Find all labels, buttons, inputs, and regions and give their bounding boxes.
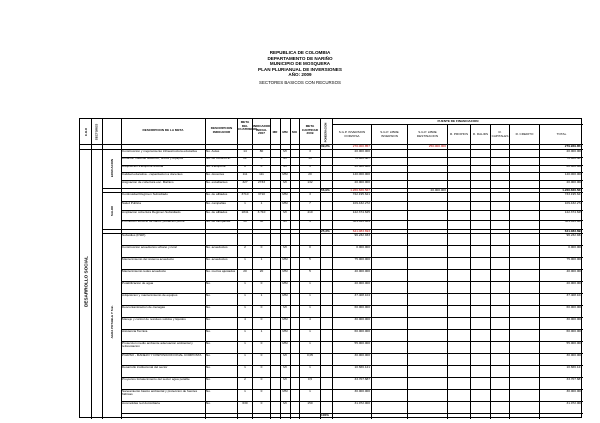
row-descripcion: Potabilizacion de agua — [122, 280, 154, 285]
row-mr-mm-mo: MM — [282, 292, 288, 297]
row-indicador: No. — [206, 376, 211, 381]
row-indicador-inicial: 0 — [260, 400, 263, 405]
row-meta-cuatrienio: 1 — [244, 364, 246, 369]
fuente-financiacion-header: FUENTE DE FINANCIACION — [437, 119, 479, 123]
row-indicador-inicial: 0 — [260, 164, 263, 169]
edu-summary-destinacion: 250.000.000 — [428, 144, 446, 148]
row-meta-cantidad: 132 — [307, 179, 313, 184]
row-sgp-forzosa: 55.000.000 — [354, 340, 370, 345]
row-mr-mm-mo: MI — [283, 164, 287, 169]
row-indicador: No. metros ajustados — [206, 268, 236, 273]
row-indicador-inicial: 0 — [260, 340, 263, 345]
row-indicador: No. — [206, 352, 211, 357]
row-descripcion: Dotacion material didactico, textos y equipos — [122, 156, 184, 161]
row-total: 20.000.000 — [566, 179, 582, 184]
row-meta-cuatrienio: 1 — [244, 256, 246, 261]
edu-summary-total: 279.969.857 — [564, 144, 582, 148]
row-sgp-forzosa: 60.000.000 — [354, 328, 370, 333]
row-indicador: No. de afiliados — [206, 191, 228, 196]
col-meta-cantidad-header: META CANTIDAD 2009 — [301, 124, 319, 136]
row-indicador: No. — [206, 400, 211, 405]
col-mo-header: MO — [292, 130, 297, 134]
row-mr-mm-mo: MM — [282, 171, 288, 176]
row-meta-cantidad: 1 — [309, 304, 311, 309]
row-meta-cuatrienio: 2 — [244, 376, 246, 381]
edu-summary-forzosa: 270.000.857 — [352, 144, 370, 148]
sector-agua-label: AGUA POTABLE Y S.B. — [110, 305, 114, 339]
row-meta-cantidad: 7 — [309, 200, 311, 205]
row-meta-cuatrienio: 20 — [243, 268, 247, 273]
row-descripcion: Construccion acueductos urbano y rural — [122, 244, 177, 249]
row-descripcion: PGIRSO - MANEJO Y DISPOSICION FINAL COMPOSTA — [122, 352, 202, 357]
row-meta-cantidad: 3 — [309, 191, 311, 196]
row-sgp-forzosa: 76.060.487 — [354, 156, 370, 161]
col-propios-header: R. PROPIOS — [449, 132, 469, 136]
row-mr-mm-mo: MI — [283, 364, 287, 369]
row-indicador: No. de campañas — [206, 219, 231, 224]
row-total: 30.000.000 — [566, 388, 582, 393]
row-total: 109.432.272 — [564, 200, 582, 205]
row-indicador: No. acueductos — [206, 244, 228, 249]
row-total: 122.374.625 — [564, 209, 582, 214]
row-meta-cantidad: 3 — [309, 148, 311, 153]
row-indicador: No. de afiliados — [206, 209, 228, 214]
row-indicador: No. — [206, 340, 211, 345]
row-total: 30.000.000 — [566, 352, 582, 357]
row-indicador: No. — [206, 292, 211, 297]
row-sgp-forzosa: 31.072.000 — [354, 400, 370, 405]
row-indicador-inicial: 20 — [259, 268, 264, 273]
row-sgp-forzosa: 20.000.000 — [354, 164, 370, 169]
row-meta-cuatrienio: 2 — [244, 244, 246, 249]
row-mr-mm-mo: MM — [282, 191, 288, 196]
row-indicador: No. — [206, 388, 211, 393]
row-meta-cantidad: 150 — [307, 400, 313, 405]
row-meta-cuatrienio: 3710 — [241, 191, 249, 196]
row-meta-cuatrienio: 1841 — [241, 209, 249, 214]
row-total: 76.060.487 — [566, 156, 582, 161]
row-sgp-forzosa: 20.000.000 — [354, 179, 370, 184]
row-indicador-inicial: 3710 — [258, 191, 265, 196]
row-meta-cantidad: 1 — [309, 292, 311, 297]
row-meta-cantidad: 4 — [309, 316, 311, 321]
investment-table — [79, 118, 582, 418]
row-sgp-forzosa: 30.000.000 — [354, 316, 370, 321]
row-total: 40.000.000 — [566, 268, 582, 273]
row-mr-mm-mo: MM — [282, 388, 288, 393]
row-total: 30.000.000 — [566, 316, 582, 321]
row-total: 96.232.933 — [566, 232, 582, 237]
row-indicador-inicial: 3.710 — [257, 209, 266, 214]
row-descripcion: Proyectos fortalecimiento del sector agua potable — [122, 376, 190, 381]
row-mr-mm-mo: MI — [283, 352, 287, 357]
col-indicador-inicial-header: INDICADOR INICIAL 2007 — [253, 124, 271, 136]
row-mr-mm-mo: MI — [283, 148, 287, 153]
sector-educacion-label: EDUCACION — [110, 158, 114, 178]
row-indicador-inicial: 0 — [260, 364, 263, 369]
row-indicador-inicial: 0 — [260, 376, 263, 381]
header-line-6: SECTORES BASICOS CON RECURSOS — [259, 80, 341, 85]
row-indicador: No. Aulas — [206, 148, 220, 153]
row-indicador-inicial: 0 — [260, 304, 263, 309]
salud-summary-total: 1.266.666.567 — [562, 188, 582, 192]
row-sgp-forzosa: 122.374.625 — [352, 209, 370, 214]
row-meta-cantidad: 16 — [308, 156, 312, 161]
row-descripcion: Desarrollo institucional del sector — [122, 364, 168, 369]
row-total: 33.707.687 — [566, 376, 582, 381]
row-sgp-forzosa: 40.000.000 — [354, 268, 370, 273]
row-sgp-forzosa: 37.408.104 — [354, 292, 370, 297]
row-meta-cuatrienio: 0 — [244, 164, 246, 169]
col-ponderacion-header: PONDERACION — [324, 122, 328, 143]
row-meta-cuatrienio: 30 — [243, 219, 247, 224]
row-meta-cantidad: 1 — [309, 280, 311, 285]
row-meta-cuatrienio: 1 — [244, 340, 246, 345]
row-sgp-forzosa: 96.232.933 — [354, 232, 370, 237]
row-meta-cuatrienio: 1 — [244, 352, 246, 357]
row-meta-cuatrienio: 1 — [244, 304, 246, 309]
header-line-3: MUNICIPIO DE MOSQUERA — [269, 61, 331, 66]
row-meta-cuatrienio: 630 — [242, 400, 248, 405]
col-sgp-libre-destinacion-header: S.G.P. LIBRE DESTINACION — [416, 130, 439, 138]
row-total: 20.000.000 — [566, 280, 582, 285]
col-total-header: TOTAL — [556, 132, 567, 136]
row-indicador-inicial: 2733 — [258, 179, 265, 184]
row-sgp-forzosa: 109.432.272 — [352, 200, 370, 205]
row-meta-cantidad: 0 — [309, 244, 311, 249]
row-descripcion: Mantenimiento redes acueducto — [122, 268, 167, 273]
row-indicador-inicial: 0 — [260, 244, 263, 249]
row-meta-cuatrienio: 111 — [242, 171, 248, 176]
row-total: 20.000.000 — [566, 148, 582, 153]
row-total: 60.000.000 — [566, 328, 582, 333]
col-mm-header: MM — [282, 130, 288, 134]
row-indicador: No. docentes — [206, 171, 225, 176]
row-total: 60.000.000 — [566, 164, 582, 169]
row-meta-cuatrienio: 14 — [243, 148, 247, 153]
row-total: 140.000.000 — [564, 171, 582, 176]
agua-ponderacion: 25,3% — [321, 229, 330, 233]
row-mr-mm-mo: MM — [282, 268, 288, 273]
col-descripcion-indicador-header: DESCRIPCION INDICADOR — [210, 126, 233, 134]
row-indicador-inicial: 0 — [260, 280, 263, 285]
row-meta-cantidad: 1 — [309, 388, 311, 393]
row-meta-cuatrienio: 1 — [244, 280, 246, 285]
col-regalias-header: R. RALIDS — [472, 132, 489, 136]
header-line-5: AÑO: 2009 — [288, 72, 312, 77]
row-descripcion: Asistencia Tecnica — [122, 328, 148, 333]
group-desarrollo-social-label: DESARROLLO SOCIAL — [83, 256, 89, 307]
row-indicador: No. de Centros E. — [206, 156, 231, 161]
salud-summary-destinacion: 20.000.000 — [430, 188, 446, 192]
row-descripcion: Mantenimiento del sistema acueducto — [122, 256, 174, 261]
row-descripcion: Acometidas red domiciliaria — [122, 400, 160, 405]
row-sgp-forzosa: 30.000.000 — [354, 352, 370, 357]
row-sgp-forzosa: 20.000.000 — [354, 280, 370, 285]
row-descripcion: Adquisicion transporte escolar — [122, 164, 164, 169]
row-meta-cantidad: 1 — [309, 328, 311, 333]
agua-summary-total: 641.083.693 — [564, 229, 582, 233]
row-meta-cantidad: 20 — [308, 171, 312, 176]
row-descripcion: Continuidad Regimen Subsidiado — [122, 191, 168, 196]
row-indicador-inicial: 0 — [260, 388, 263, 393]
row-indicador: No. — [206, 328, 211, 333]
row-descripcion: Calidad educativa - capacitacion a docentes — [122, 171, 183, 176]
col-descripcion-meta-header: DESCRIPCION DE LA META — [142, 128, 184, 132]
row-descripcion: Descontaminacion de cienagas — [122, 304, 165, 309]
row-meta-cantidad: 1 — [309, 340, 311, 345]
row-meta-cuatrienio: 1 — [244, 292, 246, 297]
row-indicador-inicial: 1 — [260, 328, 263, 333]
col-meta-cuatrienio-header: META DEL CUATRIENIO — [238, 120, 258, 132]
row-meta-cuatrienio: 1 — [244, 200, 246, 205]
row-descripcion: Saneamiento basico ambiental y proteccion de fuentes hidricas — [122, 388, 198, 396]
row-sgp-forzosa: 20.000.000 — [354, 148, 370, 153]
row-indicador-inicial: 80 — [259, 148, 264, 153]
row-meta-cantidad: 1 — [309, 364, 311, 369]
row-total: 10.666.121 — [566, 364, 582, 369]
footer-ponderacion: 100% — [321, 413, 329, 417]
header-line-2: DEPARTAMENTO DE NARIÑO — [267, 55, 333, 61]
row-mr-mm-mo: MI — [283, 304, 287, 309]
row-descripcion: Subsidios (FSRI) — [122, 232, 146, 237]
row-meta-cuatrienio: 327 — [242, 179, 248, 184]
row-total: 60.000.000 — [566, 304, 582, 309]
row-indicador: No. estudiantes — [206, 179, 228, 184]
row-indicador-inicial: 111 — [259, 171, 264, 176]
row-indicador: No. — [206, 364, 211, 369]
row-indicador-inicial: 30 — [259, 219, 264, 224]
edu-ponderacion: 39,2% — [321, 144, 330, 148]
row-descripcion: Asignacion de cobertura esc. Malnico — [122, 179, 174, 184]
row-mr-mm-mo: MI — [283, 179, 287, 184]
row-mr-mm-mo: MM — [282, 200, 288, 205]
row-descripcion: Adquisicion y mantenimiento de equipos — [122, 292, 178, 297]
row-total: 37.408.104 — [566, 292, 582, 297]
row-indicador-inicial: 1 — [260, 256, 263, 261]
salud-ponderacion: 56,9% — [321, 188, 330, 192]
row-sgp-forzosa: 75.000.000 — [354, 256, 370, 261]
row-total: 55.000.000 — [566, 340, 582, 345]
row-meta-cuatrienio: 22 — [243, 156, 247, 161]
row-indicador-inicial: 0 — [260, 316, 263, 321]
row-descripcion: Construccion y mejoramiento infraestructura educativa — [122, 148, 197, 153]
row-mr-mm-mo: MI — [283, 219, 287, 224]
row-total: 301.643.969 — [564, 219, 582, 224]
row-meta-cantidad: 5 — [309, 256, 311, 261]
row-mr-mm-mo: MI — [283, 400, 287, 405]
row-divider — [121, 413, 583, 414]
row-mr-mm-mo: MM — [282, 280, 288, 285]
row-indicador-inicial: 1 — [260, 200, 263, 205]
row-mr-mm-mo: MI — [283, 209, 287, 214]
row-descripcion: Proteccion medio ambiente adecuacion ambiental y reforestacion — [122, 340, 193, 348]
col-cod-header: C.O.D — [84, 127, 88, 137]
row-meta-cantidad: 0,5 — [307, 376, 313, 381]
header-line-4: PLAN PLURIANUAL DE INVERSIONES — [258, 66, 342, 72]
row-sgp-forzosa: 722.195.621 — [352, 191, 370, 196]
row-descripcion: Manejo y control de residuos solidos y liquidos — [122, 316, 186, 321]
row-mr-mm-mo: MM — [282, 316, 288, 321]
col-sgp-forzosa-header: S.G.P. INVERSION FORZOSA — [338, 130, 366, 138]
row-descripcion: Salud Publica — [122, 200, 141, 205]
row-meta-cantidad: 3 — [309, 164, 311, 169]
row-total: 31.072.000 — [566, 400, 582, 405]
row-indicador: No. transporte — [206, 164, 226, 169]
row-indicador-inicial: 6 — [260, 156, 263, 161]
row-mr-mm-mo: MI — [283, 244, 287, 249]
row-sgp-forzosa: 301.643.969 — [352, 219, 370, 224]
row-total: 0.000.000 — [568, 244, 582, 249]
row-descripcion: Promocion servicio de salud- poblacion pobre — [122, 219, 185, 224]
row-sgp-forzosa: 30.000.000 — [354, 388, 370, 393]
row-meta-cuatrienio: 4 — [244, 316, 246, 321]
row-indicador: No. acueductos — [206, 256, 228, 261]
row-mr-mm-mo: MI — [283, 156, 287, 161]
row-indicador: No. — [206, 316, 211, 321]
row-mr-mm-mo: MM — [282, 328, 288, 333]
col-sectores-header: SECTORES — [94, 123, 99, 141]
row-sgp-forzosa: 0.000.000 — [356, 244, 370, 249]
col-sgp-libre-inversion-header: S.G.P. LIBRE INVERSION — [380, 130, 399, 138]
col-credito-header: R. CREDITO — [515, 132, 534, 136]
row-indicador: No. — [206, 280, 211, 285]
row-sgp-forzosa: 33.707.687 — [354, 376, 370, 381]
row-indicador-inicial: 1 — [260, 292, 263, 297]
sector-salud-label: SALUD — [110, 205, 114, 217]
col-mr-header: MR — [272, 130, 278, 134]
row-indicador: No. campañas — [206, 200, 226, 205]
header-line-1: REPUBLICA DE COLOMBIA — [269, 50, 331, 55]
row-meta-cuatrienio: 1 — [244, 328, 246, 333]
row-meta-cantidad: 0,05 — [306, 352, 314, 357]
row-indicador: No. — [206, 304, 211, 309]
row-meta-cantidad: 410 — [307, 209, 313, 214]
row-total: 75.000.000 — [566, 256, 582, 261]
row-mr-mm-mo: MM — [282, 256, 288, 261]
row-meta-cuatrienio: 1 — [244, 388, 246, 393]
row-meta-cantidad: 5 — [309, 268, 311, 273]
row-sgp-forzosa: 60.000.000 — [354, 304, 370, 309]
row-indicador-inicial: 0 — [260, 352, 263, 357]
row-sgp-forzosa: 10.666.121 — [354, 364, 370, 369]
col-capitales-header: R. CAPITALES — [491, 130, 509, 138]
row-mr-mm-mo: MI — [283, 376, 287, 381]
row-total: 733.195.621 — [564, 191, 582, 196]
salud-summary-forzosa: 1.266.666.567 — [350, 188, 370, 192]
row-descripcion: Ampliacion cobertura Regimen Subsidiado — [122, 209, 181, 214]
row-meta-cantidad: 4 — [309, 219, 311, 224]
agua-summary-forzosa: 641.083.693 — [352, 229, 370, 233]
row-mr-mm-mo: MM — [282, 340, 288, 345]
row-sgp-forzosa: 140.000.000 — [352, 171, 370, 176]
